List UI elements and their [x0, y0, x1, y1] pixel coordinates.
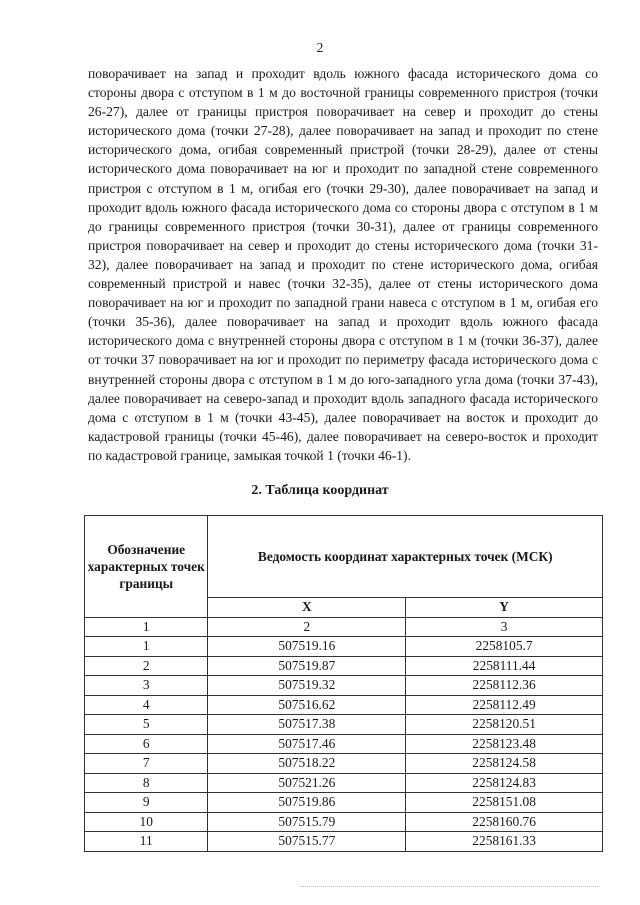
cell-x: 507521.26 — [208, 773, 406, 793]
cell-y: 2258151.08 — [406, 793, 603, 813]
table-row — [85, 676, 603, 696]
cell-point: 2 — [85, 656, 208, 676]
table-row — [85, 793, 603, 813]
cell-x: 507516.62 — [208, 695, 406, 715]
table-row — [85, 832, 603, 852]
table-row — [85, 754, 603, 774]
table-row — [85, 715, 603, 735]
cell-x: 507515.79 — [208, 812, 406, 832]
numbering-cell-2: 2 — [208, 617, 406, 637]
cell-y: 2258105.7 — [406, 637, 603, 657]
table-row — [85, 812, 603, 832]
boundary-description-paragraph: поворачивает на запад и проходит вдоль южного фасада исторического дома со стороны двора с отступом в 1 м до восточной границы современного пристроя (точки 26-27), далее от границы пристроя поворачивает на север и проходит до стены исторического дома (точки 27-28), далее поворачивает на запад и проходит по стене исторического дома, огибая современный пристрой (точки 28-29), далее от стены исторического дома поворачивает на юг и проходит по западной стене современного пристроя с отступом в 1 м, огибая его (точки 29-30), далее поворачивает на запад и проходит вдоль южного фасада исторического дома со стороны двора с отступом в 1 м до границы современного пристроя (точки 30-31), далее от границы современного пристроя поворачивает на север и проходит до стены исторического дома (точки 31-32), далее поворачивает на запад и проходит по стене исторического дома, огибая современный пристрой и навес (точки 32-35), далее от стены исторического дома поворачивает на юг и проходит по западной грани навеса с отступом в 1 м, огибая его (точки 35-36), далее поворачивает на запад и проходит вдоль южного фасада исторического дома с внутренней стороны двора с отступом в 1 м (точки 36-37), далее от точки 37 поворачивает на юг и проходит по периметру фасада исторического дома с внутренней стороны двора с отступом в 1 м до юго-западного угла дома (точки 37-43), далее поворачивает на северо-запад и проходит вдоль западного фасада исторического дома с отступом в 1 м (точки 43-45), далее поворачивает на восток и проходит до кадастровой границы (точки 45-46), далее поворачивает на северо-восток и проходит по кадастровой границе, замыкая точкой 1 (точки 46-1). — [88, 66, 598, 463]
cell-point: 8 — [85, 773, 208, 793]
header-y: Y — [406, 598, 603, 618]
numbering-cell-3: 3 — [406, 617, 603, 637]
cell-x: 507519.32 — [208, 676, 406, 696]
cell-y: 2258120.51 — [406, 715, 603, 735]
cell-x: 507519.86 — [208, 793, 406, 813]
cell-y: 2258160.76 — [406, 812, 603, 832]
numbering-cell-1: 1 — [85, 617, 208, 637]
cell-point: 3 — [85, 676, 208, 696]
cell-x: 507519.87 — [208, 656, 406, 676]
cell-point: 10 — [85, 812, 208, 832]
header-points: Обозначение характерных точек границы — [85, 516, 208, 618]
cell-x: 507519.16 — [208, 637, 406, 657]
table-row — [85, 773, 603, 793]
coordinates-body — [85, 637, 603, 852]
cell-point: 4 — [85, 695, 208, 715]
header-x: X — [208, 598, 406, 618]
cell-y: 2258123.48 — [406, 734, 603, 754]
cell-y: 2258161.33 — [406, 832, 603, 852]
table-row — [85, 637, 603, 657]
cell-point: 1 — [85, 637, 208, 657]
cell-x: 507518.22 — [208, 754, 406, 774]
cell-y: 2258124.58 — [406, 754, 603, 774]
table-row — [85, 734, 603, 754]
page-number: 2 — [316, 40, 324, 55]
table-row — [85, 695, 603, 715]
cell-point: 9 — [85, 793, 208, 813]
cell-y: 2258111.44 — [406, 656, 603, 676]
table-row — [85, 656, 603, 676]
cell-x: 507515.77 — [208, 832, 406, 852]
cell-point: 6 — [85, 734, 208, 754]
cell-point: 11 — [85, 832, 208, 852]
cell-x: 507517.38 — [208, 715, 406, 735]
coordinates-table — [84, 515, 603, 852]
cell-y: 2258124.83 — [406, 773, 603, 793]
cell-x: 507517.46 — [208, 734, 406, 754]
cell-y: 2258112.49 — [406, 695, 603, 715]
scan-edge-artifact — [300, 886, 600, 891]
cell-y: 2258112.36 — [406, 676, 603, 696]
cell-point: 5 — [85, 715, 208, 735]
cell-point: 7 — [85, 754, 208, 774]
header-statement: Ведомость координат характерных точек (МСК) — [208, 516, 603, 598]
section-title: 2. Таблица координат — [251, 483, 389, 498]
